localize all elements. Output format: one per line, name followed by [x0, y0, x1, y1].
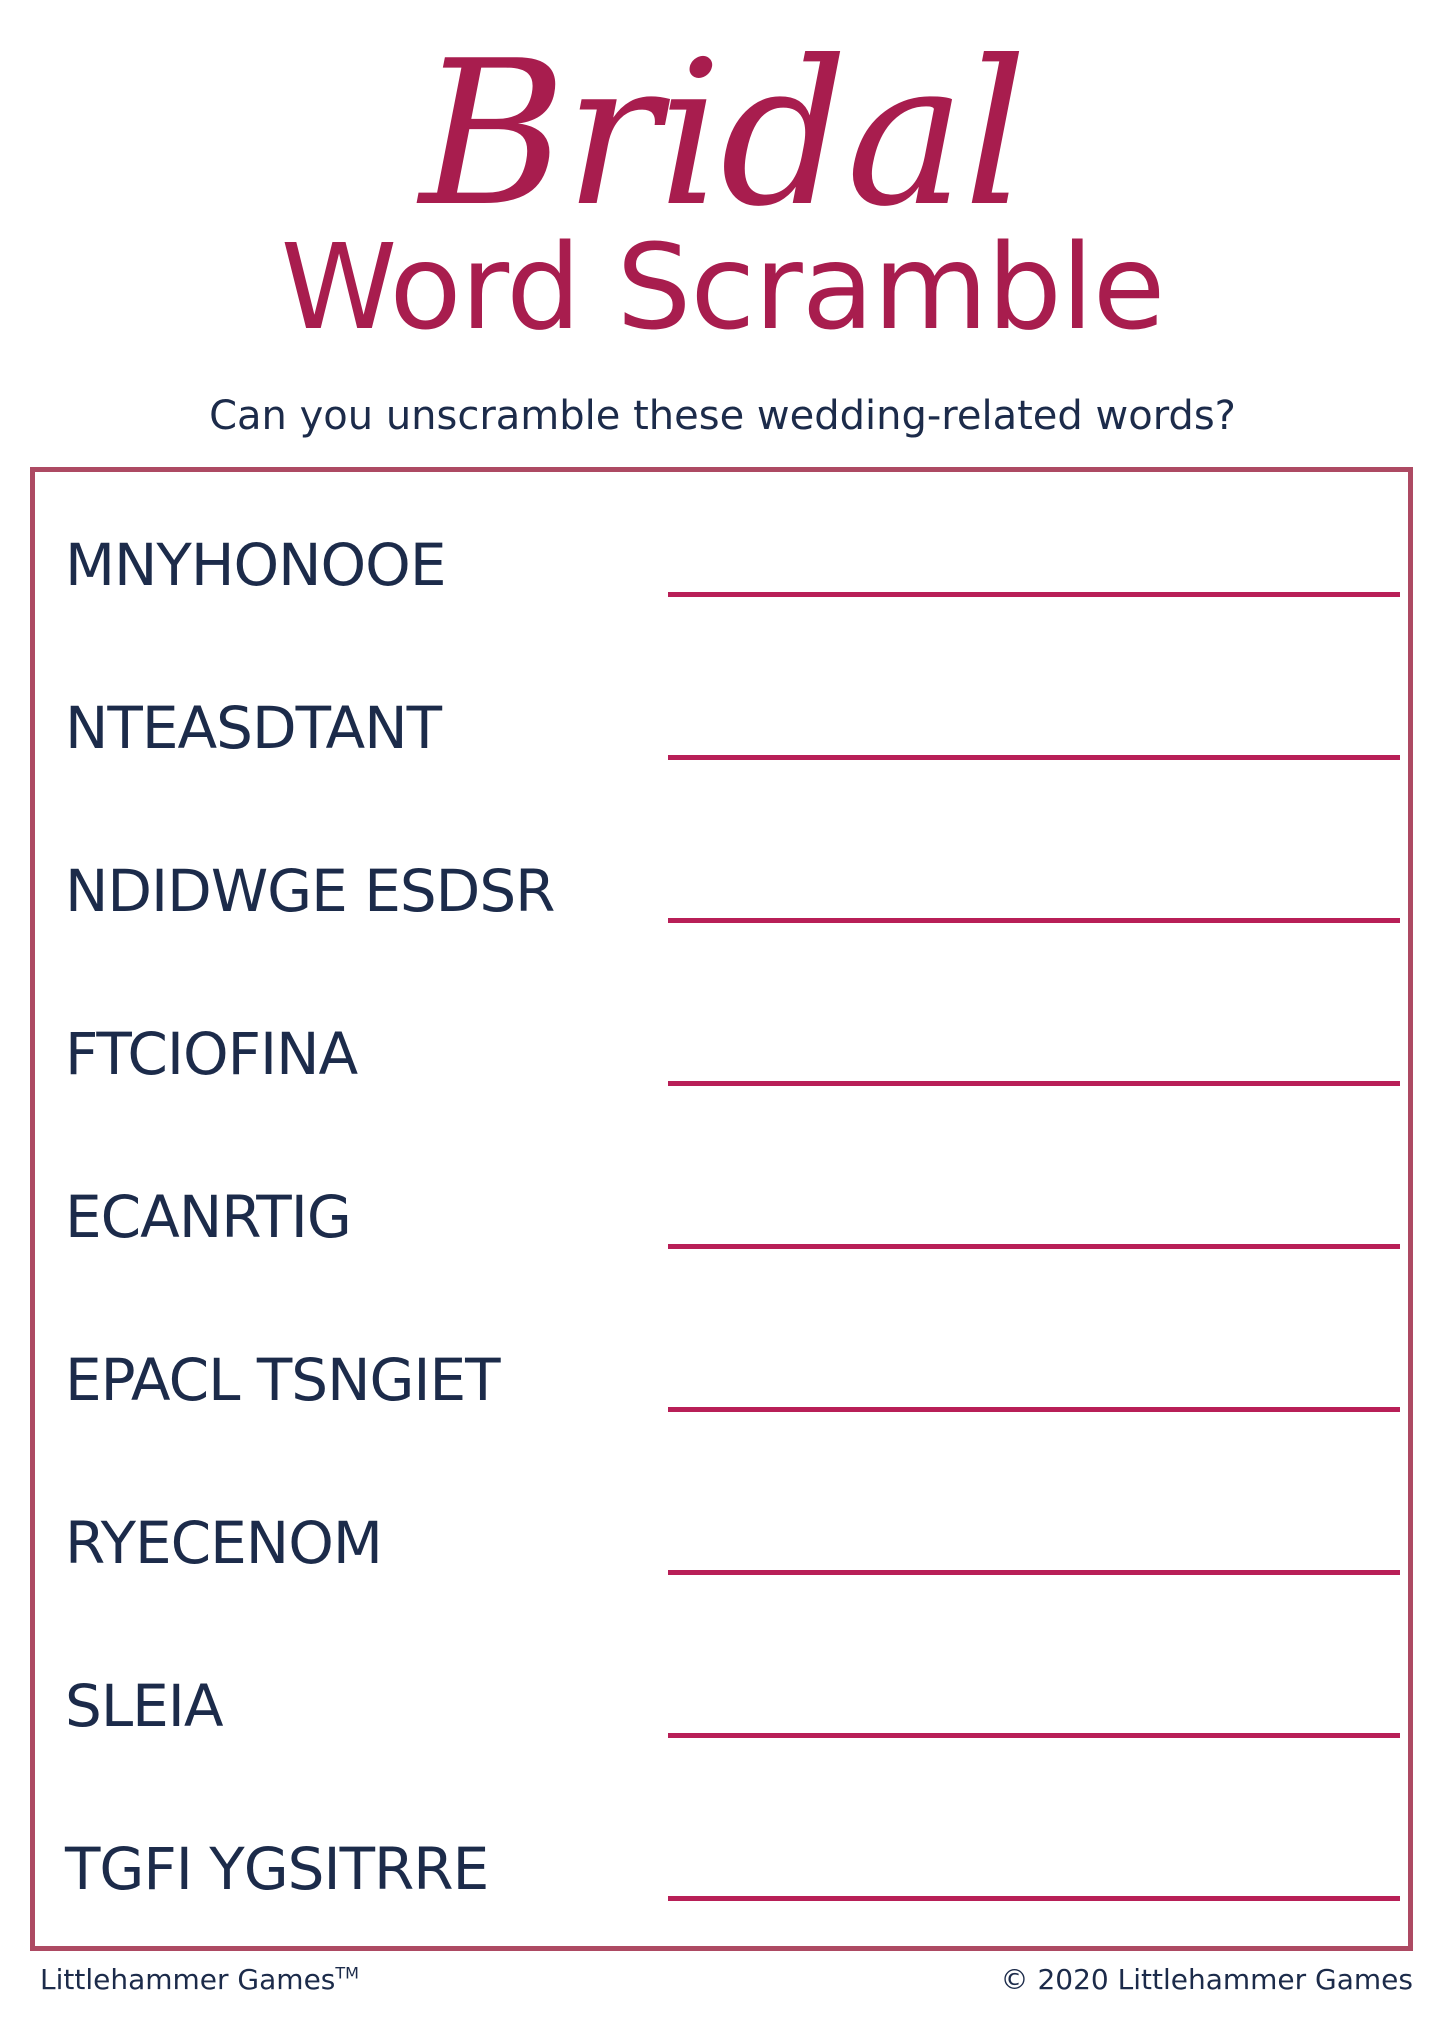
scrambled-word: FTCIOFINA — [65, 1020, 358, 1088]
puzzle-row — [35, 1177, 1408, 1340]
page-title: Word Scramble — [280, 218, 1165, 356]
puzzle-row — [35, 1340, 1408, 1503]
answer-line[interactable] — [668, 1570, 1400, 1575]
trademark-mark: TM — [335, 1963, 359, 1983]
answer-line[interactable] — [668, 1896, 1400, 1901]
puzzle-row — [35, 1503, 1408, 1666]
puzzle-row — [35, 851, 1408, 1014]
page-subtitle: Can you unscramble these wedding-related words? — [209, 393, 1236, 439]
answer-line[interactable] — [668, 1733, 1400, 1738]
scrambled-word: RYECENOM — [65, 1509, 382, 1577]
scrambled-word: ECANRTIG — [65, 1183, 351, 1251]
answer-line[interactable] — [668, 592, 1400, 597]
scrambled-word: EPACL TSNGIET — [65, 1346, 500, 1414]
puzzle-row — [35, 525, 1408, 688]
puzzle-row — [35, 1014, 1408, 1177]
scrambled-word: TGFI YGSITRRE — [65, 1835, 489, 1903]
answer-line[interactable] — [668, 755, 1400, 760]
footer-brand-text: Littlehammer Games — [40, 1963, 336, 1996]
scrambled-word: NDIDWGE ESDSR — [65, 857, 555, 925]
footer-brand — [40, 1960, 359, 2000]
puzzle-frame — [30, 467, 1413, 1951]
answer-line[interactable] — [668, 1244, 1400, 1249]
answer-line[interactable] — [668, 1407, 1400, 1412]
scrambled-word: NTEASDTANT — [65, 694, 442, 762]
answer-line[interactable] — [668, 1081, 1400, 1086]
puzzle-row — [35, 688, 1408, 851]
answer-line[interactable] — [668, 918, 1400, 923]
puzzle-row — [35, 1666, 1408, 1829]
footer-copyright: © 2020 Littlehammer Games — [1000, 1963, 1413, 1996]
scrambled-word: SLEIA — [65, 1672, 223, 1740]
page-title-script: Bridal — [419, 18, 1026, 251]
scrambled-word: MNYHONOOE — [65, 531, 446, 599]
